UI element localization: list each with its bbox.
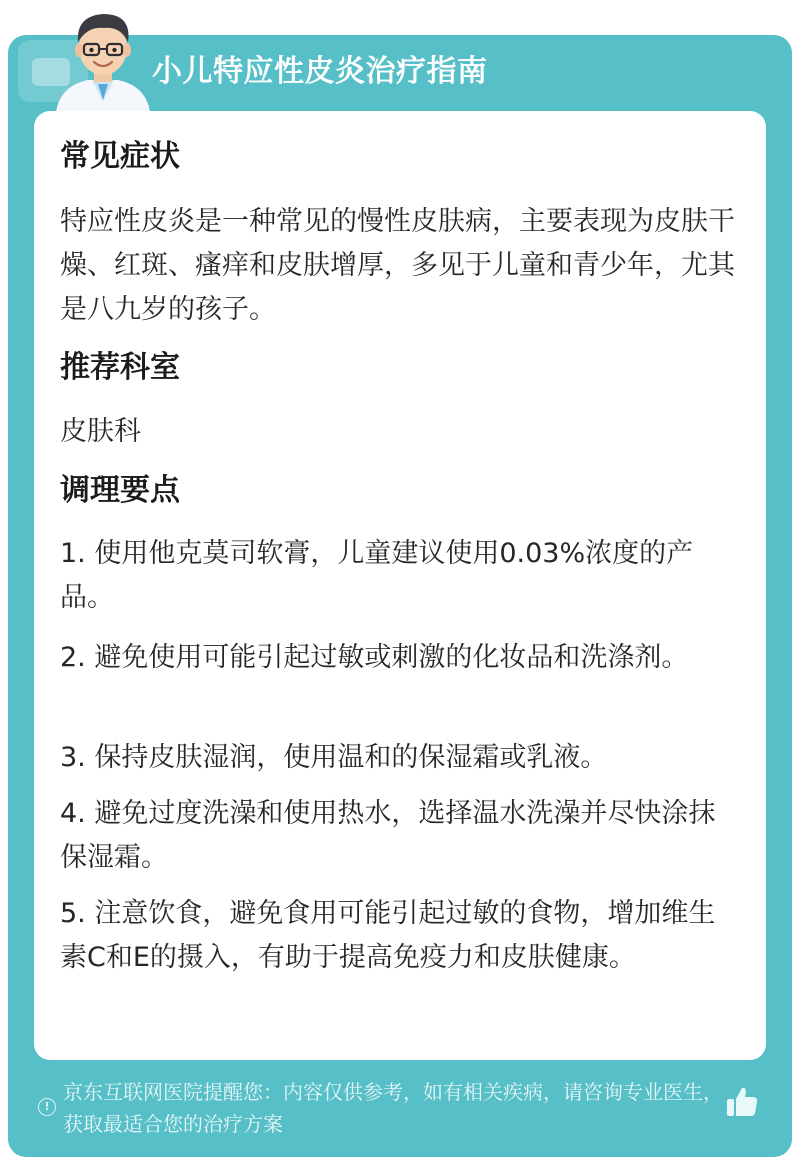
care-point-3: 3. 保持皮肤湿润，使用温和的保湿霜或乳液。: [60, 742, 608, 773]
care-point-2: 2. 避免使用可能引起过敏或刺激的化妆品和洗涤剂。: [60, 642, 689, 673]
doctor-avatar: [48, 4, 158, 112]
section-title-symptoms: 常见症状: [60, 139, 180, 174]
disclaimer-text: 京东互联网医院提醒您：内容仅供参考，如有相关疾病，请咨询专业医生，获取最适合您的治疗方案: [63, 1080, 723, 1136]
thumbs-up-icon[interactable]: [724, 1084, 760, 1120]
content-card: [34, 111, 766, 1060]
care-point-1: 1. 使用他克莫司软膏，儿童建议使用0.03%浓度的产品。: [60, 538, 694, 613]
section-title-department: 推荐科室: [60, 350, 180, 385]
symptoms-text: 特应性皮炎是一种常见的慢性皮肤病，主要表现为皮肤干燥、红斑、瘙痒和皮肤增厚，多见于儿童和青少年，尤其是八九岁的孩子。: [60, 206, 735, 325]
info-icon: !: [38, 1098, 56, 1116]
department-text: 皮肤科: [60, 416, 141, 447]
page-title: 小儿特应性皮炎治疗指南: [152, 54, 488, 89]
care-point-4: 4. 避免过度洗澡和使用热水，选择温水洗澡并尽快涂抹保湿霜。: [60, 798, 716, 873]
section-title-care-points: 调理要点: [60, 473, 180, 508]
care-point-5: 5. 注意饮食，避免食用可能引起过敏的食物，增加维生素C和E的摄入，有助于提高免疫力和皮肤健康。: [60, 898, 716, 973]
